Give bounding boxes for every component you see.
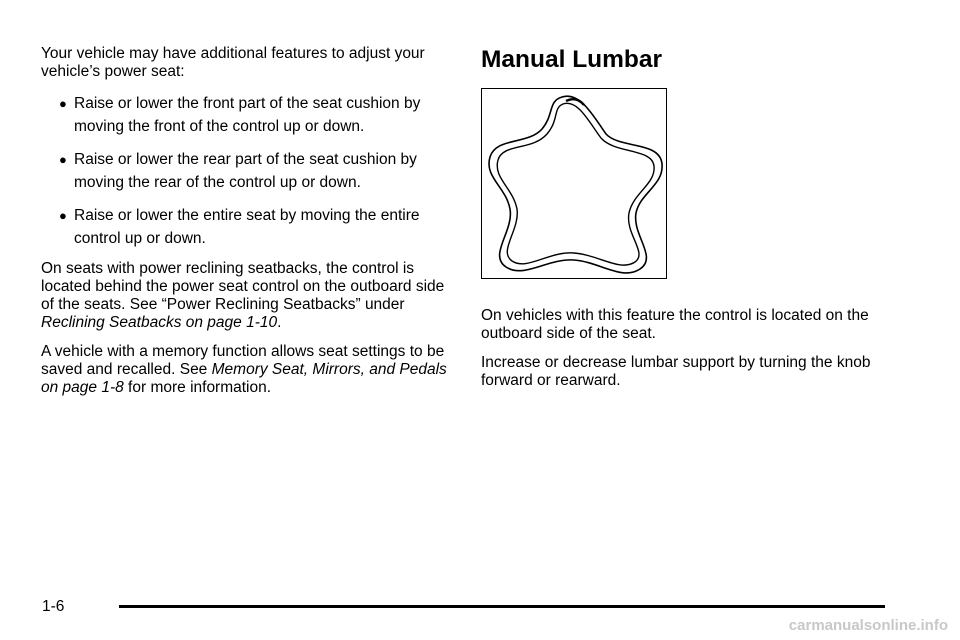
lumbar-usage-paragraph: Increase or decrease lumbar support by turning the knob forward or rearward. [481, 354, 871, 389]
list-item-text: Raise or lower the rear part of the seat cushion by moving the rear of the control up or down. [74, 151, 417, 191]
memory-reference-link[interactable]: Memory Seat, Mirrors, and Pedals on page 1-8 [41, 361, 447, 396]
lumbar-location-paragraph: On vehicles with this feature the control is located on the outboard side of the seat. [481, 307, 869, 342]
reclining-reference-link[interactable]: Reclining Seatbacks on page 1-10 [41, 314, 278, 331]
memory-text: A vehicle with a memory function allows seat settings to be saved and recalled. See [41, 343, 445, 378]
list-item-text: Raise or lower the front part of the seat cushion by moving the front of the control up or down. [74, 95, 421, 135]
list-item [41, 92, 453, 138]
memory-end: for more information. [123, 379, 272, 396]
reclining-paragraph [41, 260, 453, 332]
right-column-text [481, 307, 901, 401]
feature-list [41, 92, 453, 250]
list-item [41, 204, 453, 250]
bullet-icon: ● [59, 152, 67, 167]
page-number: 1-6 [42, 598, 65, 615]
list-item-text: Raise or lower the entire seat by moving the entire control up or down. [74, 207, 420, 247]
lumbar-knob-figure [481, 88, 667, 279]
reclining-text: On seats with power reclining seatbacks, the control is located behind the power seat control on the outboard side of the seats. See “Power Reclining Seatbacks” under [41, 260, 445, 313]
bullet-icon: ● [59, 96, 67, 111]
left-column [41, 45, 453, 408]
reclining-end: . [277, 314, 282, 331]
bullet-icon: ● [59, 208, 67, 223]
list-item [41, 148, 453, 194]
footer-divider [119, 605, 885, 608]
watermark: carmanualsonline.info [788, 617, 948, 634]
memory-paragraph [41, 343, 453, 397]
section-heading: Manual Lumbar [481, 46, 663, 73]
lumbar-knob-icon [482, 89, 665, 277]
intro-paragraph: Your vehicle may have additional features to adjust your vehicle’s power seat: [41, 45, 425, 80]
